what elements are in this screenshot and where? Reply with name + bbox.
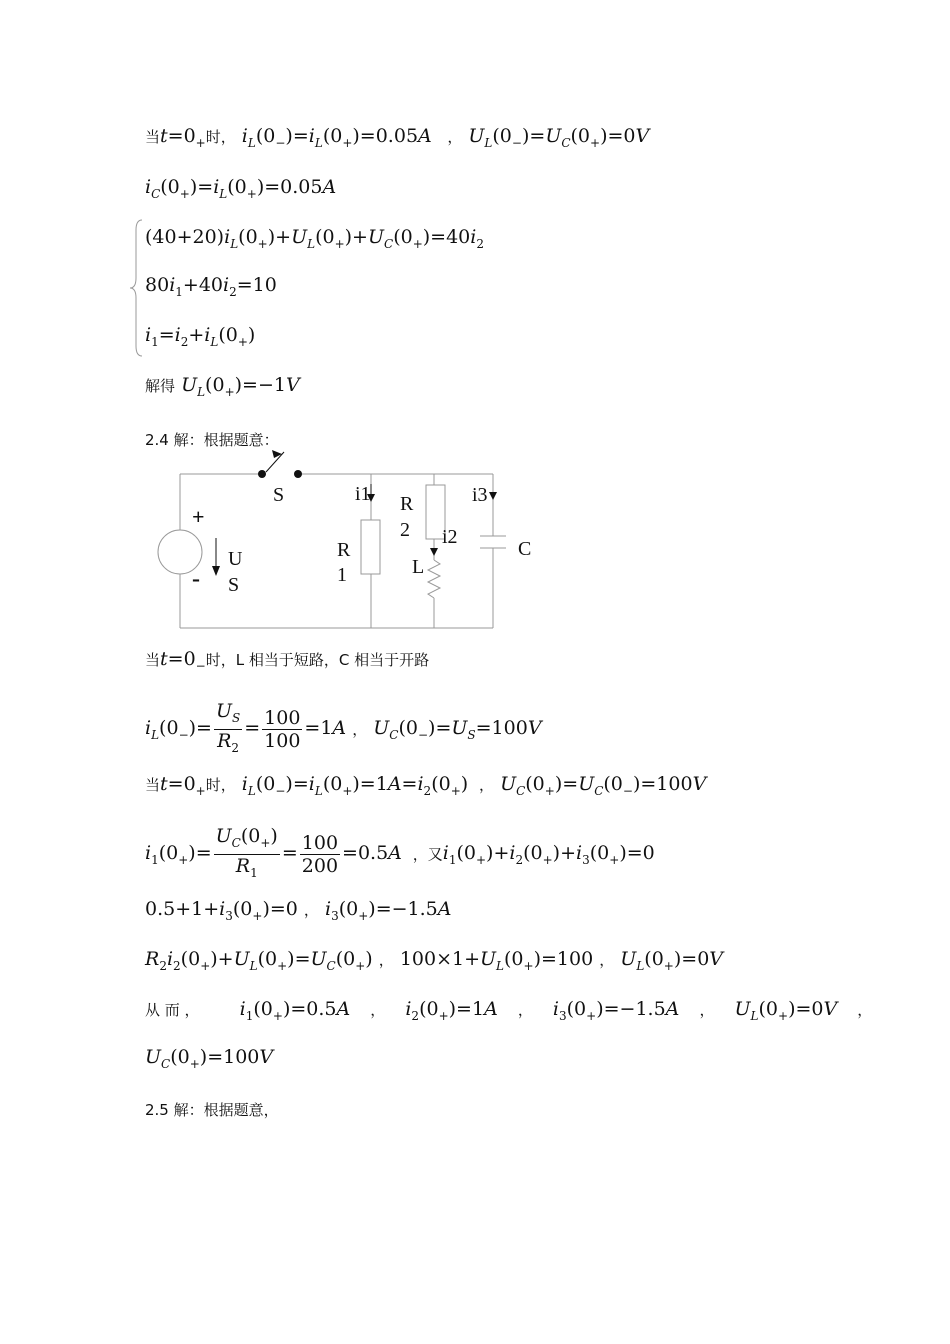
math: $0.5+1+i_3(0_+)=0$ <box>145 898 298 923</box>
equation-line-t0plus <box>145 773 706 798</box>
equation-line-i3 <box>145 898 451 923</box>
cn-text: 2.4 解：根据题意： <box>145 431 279 449</box>
math: $U_L(0_+)=-1V$ <box>181 374 300 399</box>
l-label: L <box>412 556 425 578</box>
i3-arrow-icon <box>489 492 497 500</box>
math: $t=0_+$ <box>160 125 206 150</box>
math: $U_L(0_+)=0V$ <box>620 948 724 973</box>
math: $i_1=i_2+i_L(0_+)$ <box>145 324 256 349</box>
separator: ， <box>599 951 615 969</box>
r2-label-2: 2 <box>400 519 410 541</box>
section-heading-2-5 <box>145 1098 279 1120</box>
circuit-diagram <box>150 440 550 640</box>
inductor-l <box>428 560 440 598</box>
math: $100\times 1+U_L(0_+)=100$ <box>399 948 594 973</box>
separator: ， <box>437 128 463 146</box>
us-label-s: S <box>228 574 240 596</box>
cn-text: 从 而 ， <box>145 1001 200 1019</box>
math: $i_1(0_+)=0.5A$ <box>239 998 351 1023</box>
cn-text: 时， <box>205 128 236 146</box>
switch-arrow-icon <box>272 450 282 458</box>
cn-text: 当 <box>145 128 161 146</box>
source-minus: - <box>192 566 200 592</box>
math: $U_L(0_-)=U_C(0_+)=0V$ <box>468 125 650 150</box>
math: $i_L(0_-)=i_L(0_+)=0.05A$ <box>241 125 432 150</box>
math: $i_L(0_-)=$ $\frac{U_S}{R_2}$ = $\frac{100}{100}$ =1A <box>145 700 347 755</box>
equation-line-4 <box>145 274 277 299</box>
cn-text: 解得 <box>145 377 176 395</box>
math: $80i_1+40i_2=10$ <box>145 274 277 299</box>
cn-text: 当 <box>145 776 161 794</box>
resistor-r1 <box>361 520 380 574</box>
equation-line-iL-minus <box>145 700 542 759</box>
math: $R_2i_2(0_+)+U_L(0_+)=U_C(0_+)$ <box>145 948 373 973</box>
equation-line-i1 <box>145 825 655 884</box>
separator: ， <box>303 901 319 919</box>
i1-label: i1 <box>355 483 371 505</box>
equation-line-kvl <box>145 948 723 973</box>
math: $t=0_-$ <box>160 648 206 673</box>
r1-label-1: 1 <box>337 564 347 586</box>
switch-label: S <box>273 484 285 506</box>
math: $i_3(0_+)=-1.5A$ <box>324 898 452 923</box>
math: $(40+20)i_L(0_+)+U_L(0_+)+U_C(0_+)=40i_2$ <box>145 226 484 251</box>
r1-label-r: R <box>337 539 351 561</box>
i2-label: i2 <box>442 526 458 548</box>
separator: ， <box>857 1001 873 1019</box>
conclusion-line <box>145 998 872 1023</box>
separator: ， <box>378 951 394 969</box>
switch-contact <box>294 470 302 478</box>
cn-text: 当 <box>145 651 161 669</box>
separator: ， <box>352 720 368 739</box>
equation-line-1 <box>145 125 649 150</box>
i2-arrow-icon <box>430 548 438 556</box>
cn-text: 时， <box>205 776 236 794</box>
math: $i_1(0_+)=$ $\frac{U_C(0_+)}{R_1}$ = $\frac{100}{200}$ =0.5A <box>145 825 402 880</box>
i3-label: i3 <box>472 484 488 506</box>
math: $t=0_+$ <box>160 773 206 798</box>
solution-line <box>145 374 300 399</box>
math: $U_C(0_-)=U_S=100V$ <box>373 717 542 743</box>
math: $i_2(0_+)=1A$ <box>405 998 498 1023</box>
equation-line-5 <box>145 324 255 349</box>
math: $U_L(0_+)=0V$ <box>734 998 838 1023</box>
separator: ， <box>370 1001 386 1019</box>
source-plus: + <box>192 504 205 529</box>
equation-line-3 <box>145 226 484 251</box>
r2-label-r: R <box>400 493 414 515</box>
us-label-u: U <box>228 548 243 570</box>
cn-text: 2.5 解：根据题意， <box>145 1101 279 1119</box>
separator: ， <box>699 1001 715 1019</box>
math: $i_3(0_+)=-1.5A$ <box>552 998 680 1023</box>
math: $i_L(0_-)=i_L(0_+)=1A=i_2(0_+)$ <box>241 773 469 798</box>
equation-line-2 <box>145 176 336 201</box>
switch-contact <box>258 470 266 478</box>
math: $U_C(0_+)=U_C(0_-)=100V$ <box>500 773 707 798</box>
math: $U_C(0_+)=100V$ <box>145 1046 274 1071</box>
cn-text: 时，L 相当于短路，C 相当于开路 <box>205 651 430 669</box>
conclusion-line-2 <box>145 1046 273 1071</box>
cn-text: ，又 <box>407 845 443 864</box>
math: $i_C(0_+)=i_L(0_+)=0.05A$ <box>145 176 337 201</box>
c-label: C <box>518 538 532 560</box>
separator: ， <box>517 1001 533 1019</box>
separator: ， <box>474 776 495 794</box>
text-line-t0minus <box>145 648 429 673</box>
us-arrow-icon <box>212 566 220 576</box>
brace-icon <box>128 218 144 358</box>
math: $i_1(0_+)+i_2(0_+)+i_3(0_+)=0$ <box>442 842 655 868</box>
